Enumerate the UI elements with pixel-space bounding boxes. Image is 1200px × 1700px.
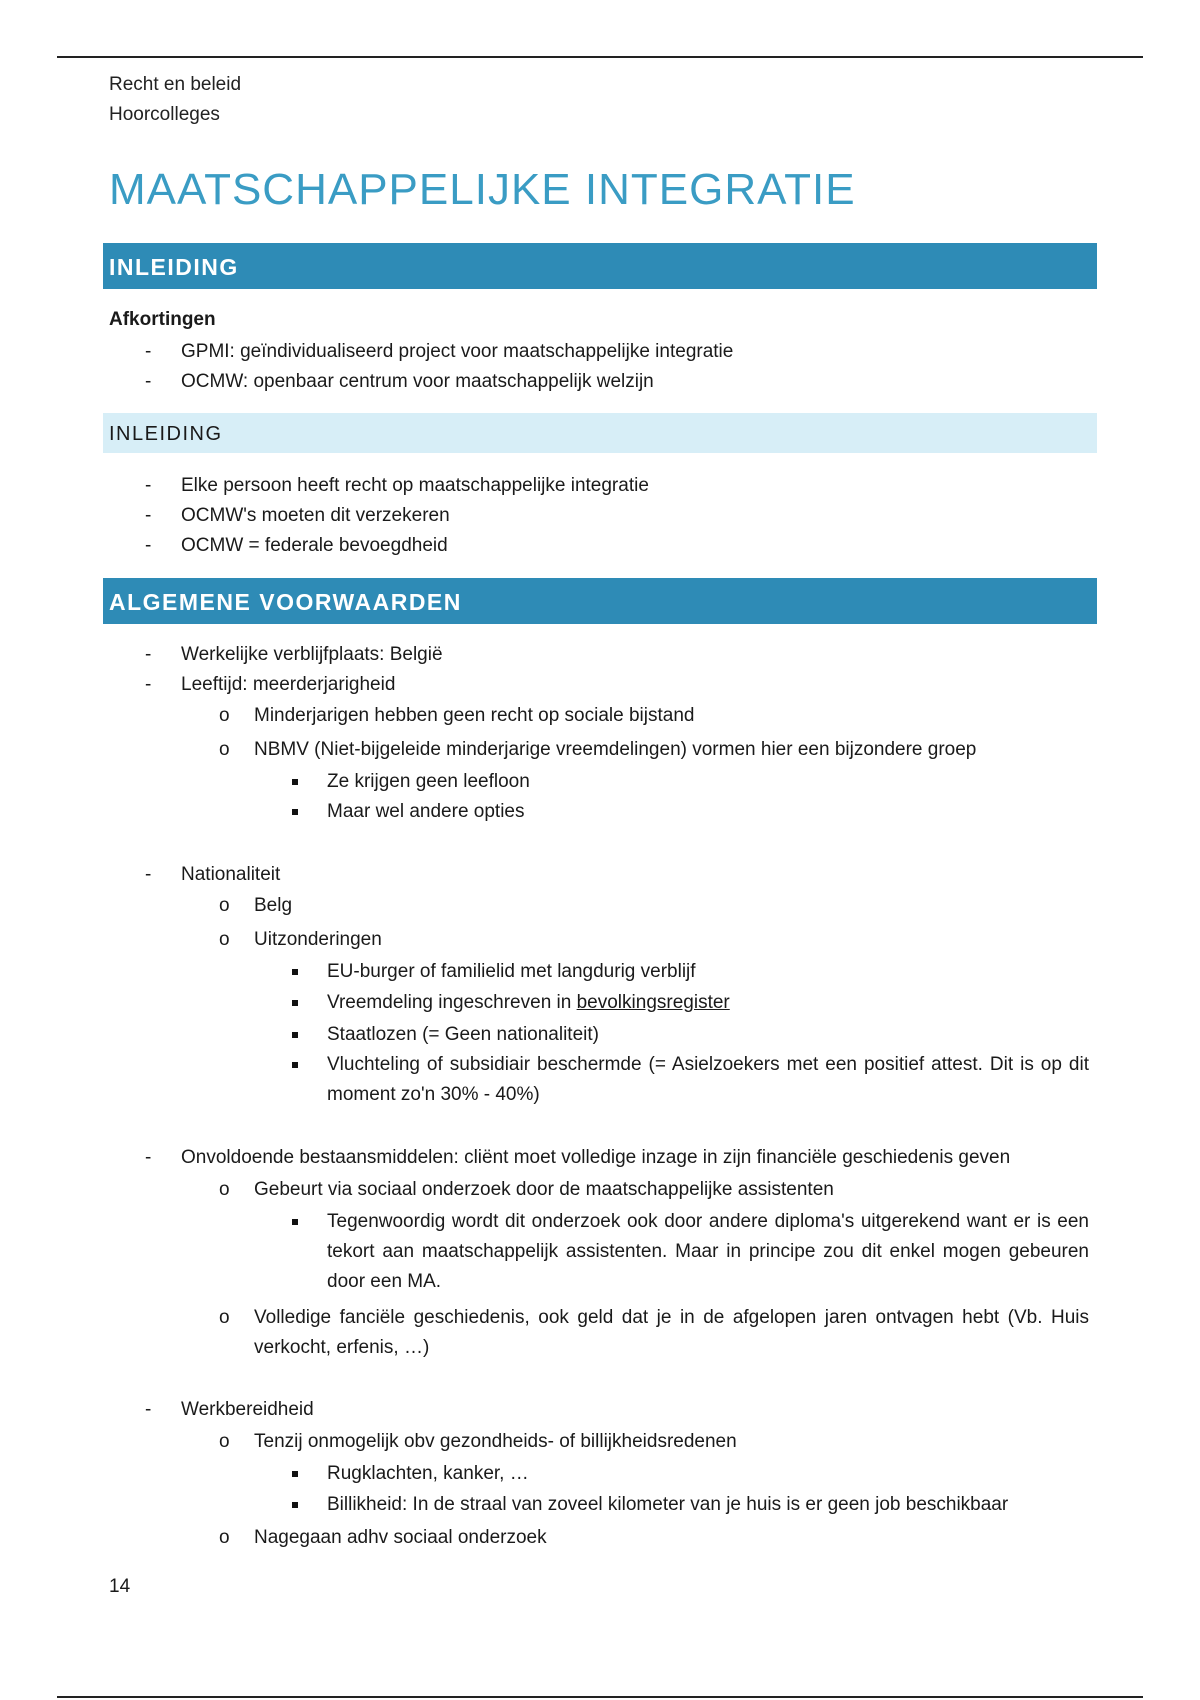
circle-bullet: o xyxy=(219,705,230,726)
sub-list-item: Tenzij onmogelijk obv gezondheids- of billijkheidsredenen xyxy=(254,1431,737,1452)
square-bullet xyxy=(292,1062,298,1068)
square-bullet xyxy=(292,1471,298,1477)
subsection-heading-inleiding: INLEIDING xyxy=(103,413,1097,453)
text-fragment: Vreemdeling ingeschreven in xyxy=(327,992,577,1013)
square-bullet xyxy=(292,809,298,815)
sub-list-item: Nagegaan adhv sociaal onderzoek xyxy=(254,1527,547,1548)
header-course: Recht en beleid xyxy=(109,74,242,95)
section-heading-inleiding: INLEIDING xyxy=(103,243,1097,289)
sub-sub-list-item: Rugklachten, kanker, … xyxy=(327,1463,529,1484)
circle-bullet: o xyxy=(219,929,230,950)
circle-bullet: o xyxy=(219,1179,230,1200)
sub-list-item: Uitzonderingen xyxy=(254,929,382,950)
dash-bullet: - xyxy=(145,644,152,665)
list-item: Elke persoon heeft recht op maatschappelijke integratie xyxy=(181,475,649,496)
dash-bullet: - xyxy=(145,535,152,556)
sub-list-item: Belg xyxy=(254,895,293,916)
section-heading-algemene-voorwaarden: ALGEMENE VOORWAARDEN xyxy=(103,578,1097,624)
list-item: Werkbereidheid xyxy=(181,1399,314,1420)
dash-bullet: - xyxy=(145,475,152,496)
list-item: OCMW's moeten dit verzekeren xyxy=(181,505,450,526)
abbreviations-label: Afkortingen xyxy=(109,309,216,330)
dash-bullet: - xyxy=(145,864,152,885)
square-bullet xyxy=(292,1502,298,1508)
sub-sub-list-item: Tegenwoordig wordt dit onderzoek ook door andere diploma's uitgerekend want er is een tekort aan maatschappelijk assistenten. Maar in principe zou dit enkel mogen gebeuren door een MA. xyxy=(327,1211,1089,1292)
list-item: Onvoldoende bestaansmiddelen: cliënt moet volledige inzage in zijn financiële geschiedenis geven xyxy=(181,1147,1011,1168)
sub-list-item: Gebeurt via sociaal onderzoek door de maatschappelijke assistenten xyxy=(254,1179,834,1200)
page-title: MAATSCHAPPELIJKE INTEGRATIE xyxy=(109,165,856,214)
bottom-rule xyxy=(57,1696,1143,1698)
list-item: Leeftijd: meerderjarigheid xyxy=(181,674,396,695)
dash-bullet: - xyxy=(145,674,152,695)
sub-sub-list-item: Staatlozen (= Geen nationaliteit) xyxy=(327,1024,599,1045)
sub-sub-list-item: Billikheid: In de straal van zoveel kilometer van je huis is er geen job beschikbaar xyxy=(327,1494,1009,1515)
square-bullet xyxy=(292,1032,298,1038)
circle-bullet: o xyxy=(219,1431,230,1452)
sub-list-item: NBMV (Niet-bijgeleide minderjarige vreemdelingen) vormen hier een bijzondere groep xyxy=(254,739,977,760)
header-subtitle: Hoorcolleges xyxy=(109,104,220,125)
sub-sub-list-item: Maar wel andere opties xyxy=(327,801,525,822)
abbreviation-item: OCMW: openbaar centrum voor maatschappelijk welzijn xyxy=(181,371,654,392)
square-bullet xyxy=(292,779,298,785)
list-item: Werkelijke verblijfplaats: België xyxy=(181,644,443,665)
square-bullet xyxy=(292,1219,298,1225)
sub-sub-list-item: Vluchteling of subsidiair beschermde (= Asielzoekers met een positief attest. Dit is op dit moment zo'n 30% - 40%) xyxy=(327,1054,1089,1105)
dash-bullet: - xyxy=(145,341,152,362)
dash-bullet: - xyxy=(145,371,152,392)
square-bullet xyxy=(292,969,298,975)
sub-list-item: Volledige fanciële geschiedenis, ook geld dat je in de afgelopen jaren ontvagen hebt (Vb. Huis verkocht, erfenis, …) xyxy=(254,1307,1089,1358)
underlined-term: bevolkingsregister xyxy=(576,992,730,1013)
dash-bullet: - xyxy=(145,1399,152,1420)
sub-sub-list-item xyxy=(327,988,730,1018)
sub-list-item: Minderjarigen hebben geen recht op sociale bijstand xyxy=(254,705,695,726)
circle-bullet: o xyxy=(219,895,230,916)
dash-bullet: - xyxy=(145,1147,152,1168)
square-bullet xyxy=(292,1000,298,1006)
list-item: Nationaliteit xyxy=(181,864,281,885)
list-item: OCMW = federale bevoegdheid xyxy=(181,535,448,556)
dash-bullet: - xyxy=(145,505,152,526)
circle-bullet: o xyxy=(219,739,230,760)
page-number: 14 xyxy=(109,1576,131,1597)
sub-sub-list-item: Ze krijgen geen leefloon xyxy=(327,771,530,792)
sub-sub-list-item: EU-burger of familielid met langdurig verblijf xyxy=(327,961,696,982)
circle-bullet: o xyxy=(219,1527,230,1548)
circle-bullet: o xyxy=(219,1307,230,1328)
abbreviation-item: GPMI: geïndividualiseerd project voor maatschappelijke integratie xyxy=(181,341,734,362)
